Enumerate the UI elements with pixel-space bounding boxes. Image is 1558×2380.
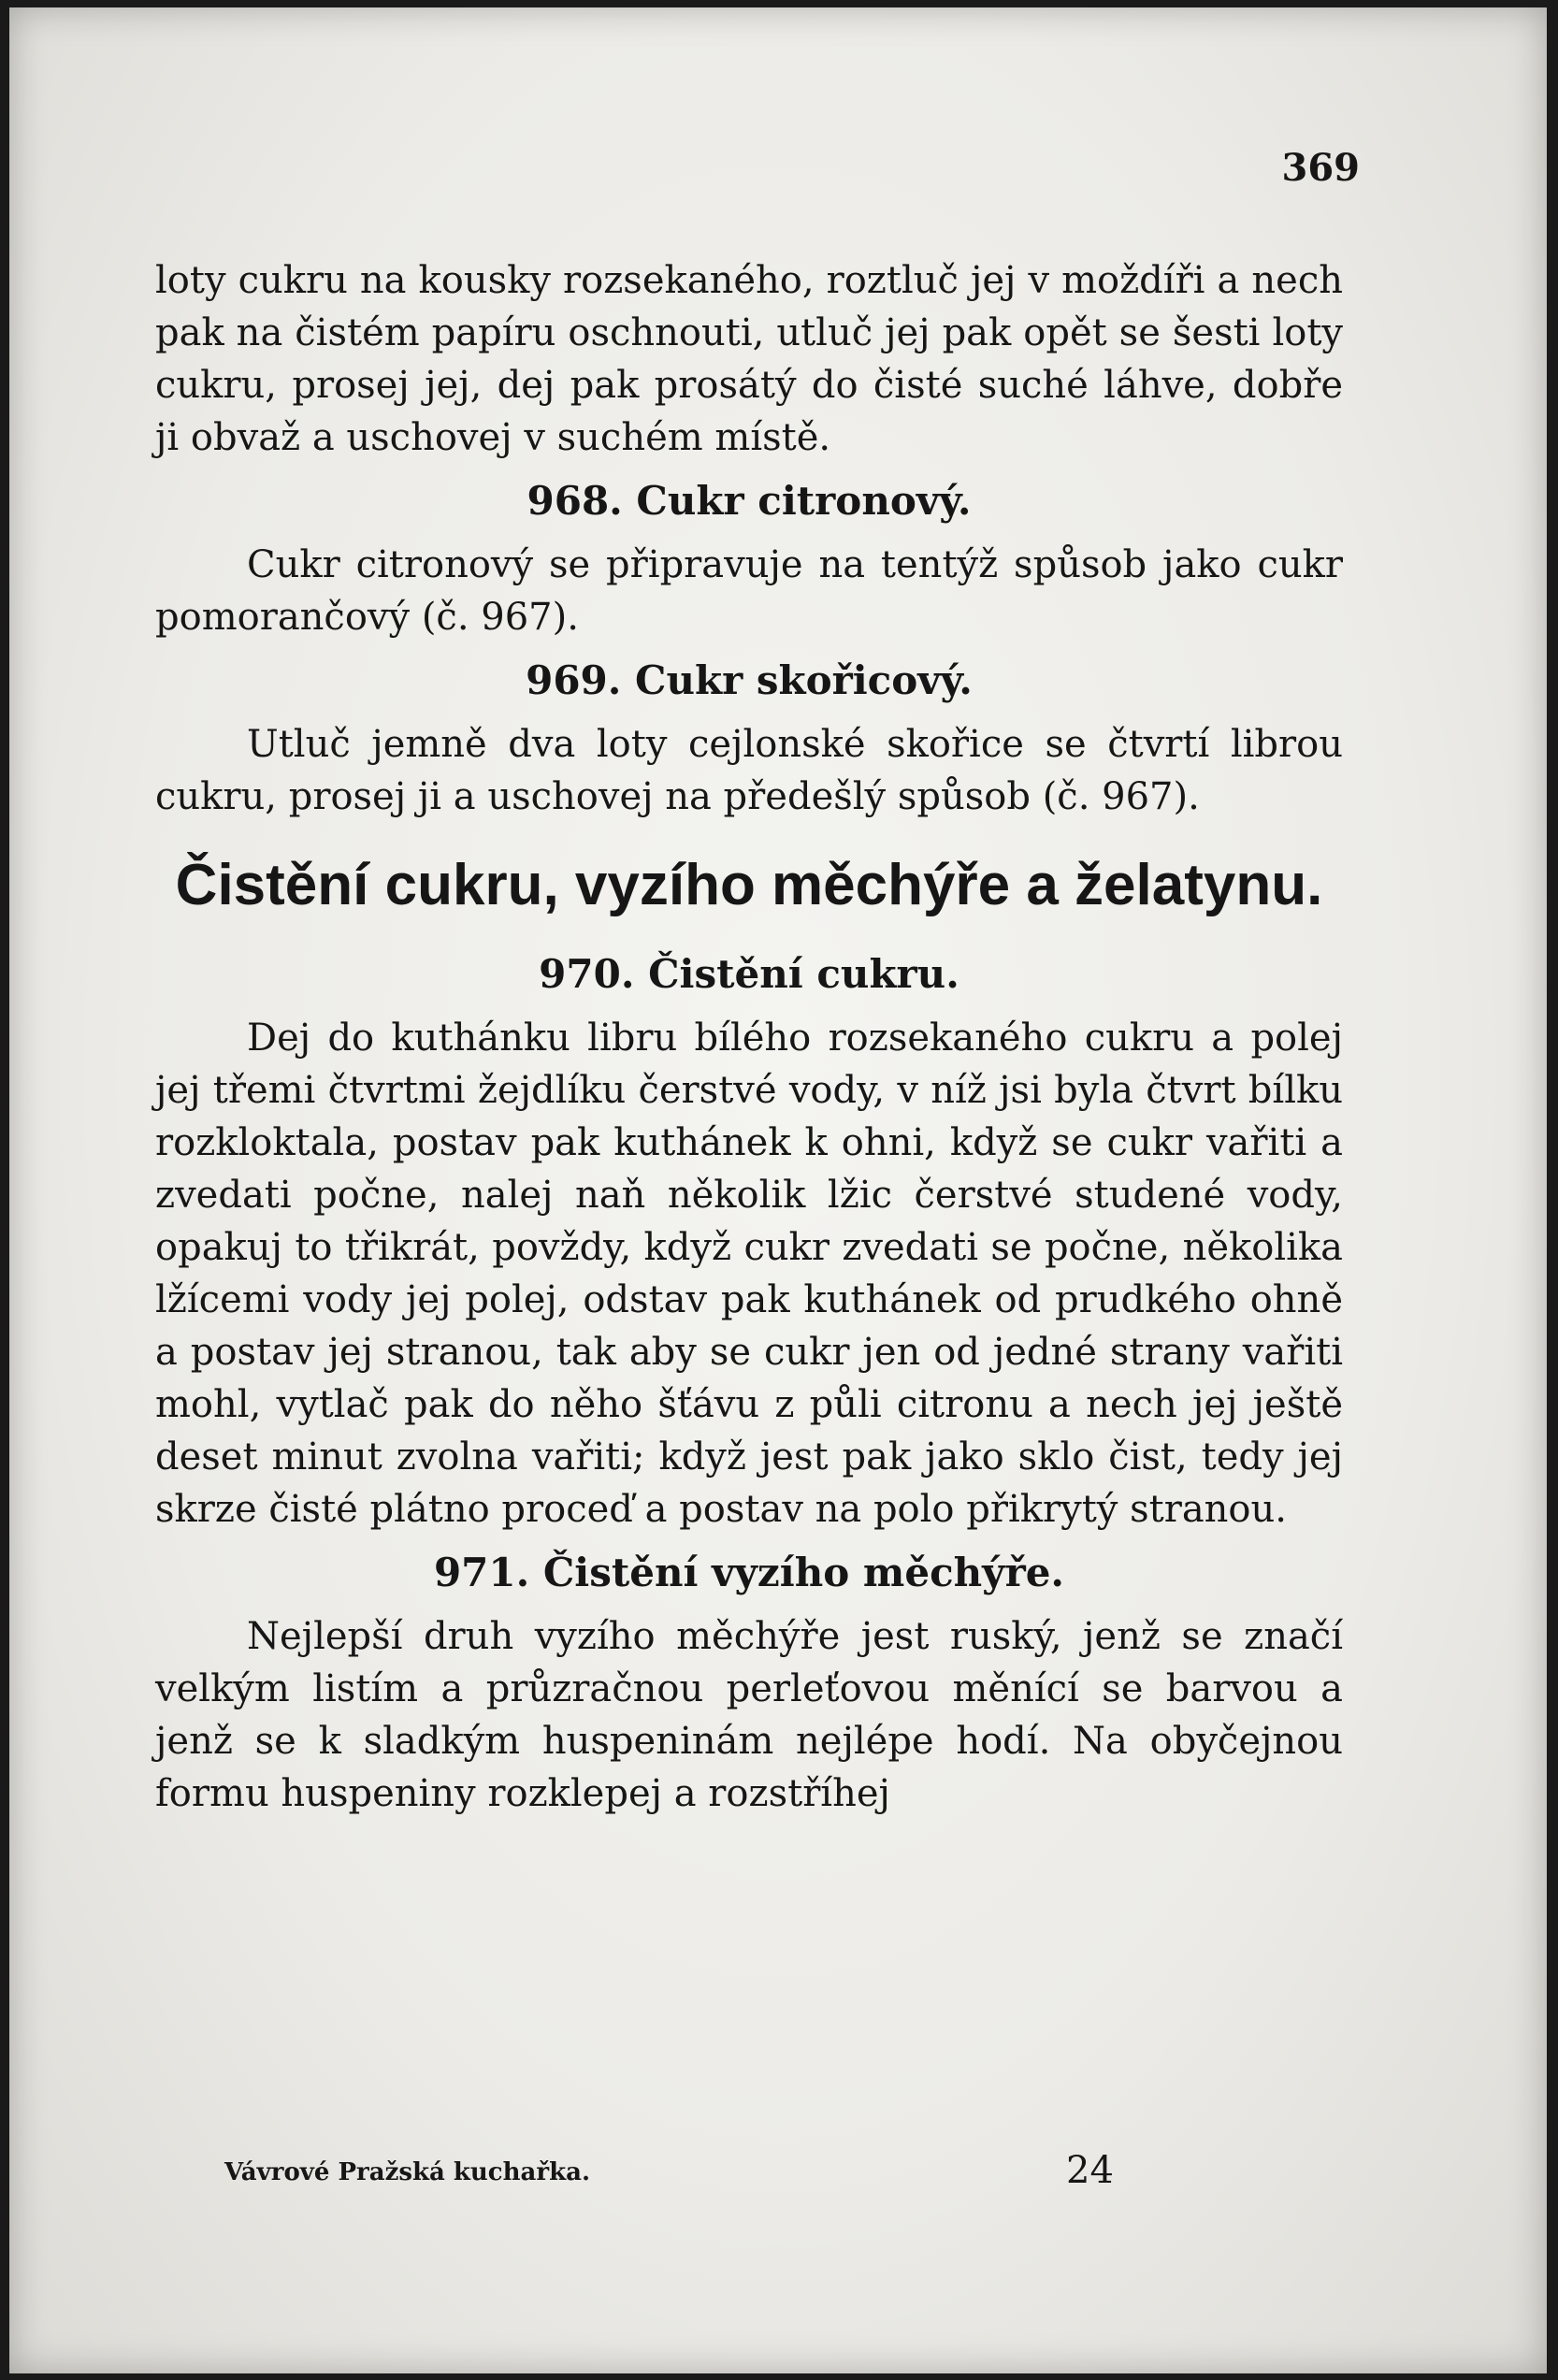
page-number: 369 <box>1281 146 1360 190</box>
recipe-text-970: Dej do kuthánku libru bílého rozsekaného cukru a polej jej třemi čtvrtmi žejdlíku čerstvé vody, v níž jsi byla čtvrt bílku rozkloktala, postav pak kuthánek k ohni, když se cukr vařiti a zvedati počne, nalej naň několik lžic čerstvé studené vody, opakuj to třikrát, povždy, když cukr zvedati se počne, několika lžícemi vody jej polej, odstav pak kuthánek od prudkého ohně a postav jej stranou, tak aby se cukr jen od jedné strany vařiti mohl, vytlač pak do něho šťávu z půli citronu a nech jej ještě deset minut zvolna vařiti; když jest pak jako sklo čist, tedy jej skrze čisté plátno proceď a postav na polo přikrytý stranou. <box>155 1017 1343 1531</box>
recipe-text-971: Nejlepší druh vyzího měchýře jest ruský, jenž se značí velkým listím a průzračnou perleťovou měnící se barvou a jenž se k sladkým huspeninám nejlépe hodí. Na obyčejnou formu huspeniny rozklepej a rozstříhej <box>155 1615 1343 1815</box>
recipe-text-969: Utluč jemně dva loty cejlonské skořice se čtvrtí librou cukru, prosej ji a uschovej na předešlý spůsob (č. 967). <box>155 723 1343 818</box>
recipe-heading-969: 969. Cukr skořicový. <box>526 657 973 703</box>
sheet-number: 24 <box>1066 2149 1114 2192</box>
page-body <box>155 254 1343 1820</box>
page-footer <box>224 2149 1160 2196</box>
printer-signature: Vávrové Pražská kuchařka. <box>224 2158 591 2186</box>
recipe-heading-968: 968. Cukr citronový. <box>527 478 972 524</box>
section-title: Čistění cukru, vyzího měchýře a želatynu. <box>175 853 1323 917</box>
recipe-heading-971: 971. Čistění vyzího měchýře. <box>433 1550 1065 1595</box>
paragraph-continuation: loty cukru na kousky rozsekaného, roztluč jej v moždíři a nech pak na čistém papíru oschnouti, utluč jej pak opět se šesti loty cukru, prosej jej, dej pak prosátý do čisté suché láhve, dobře ji obvaž a uschovej v suchém místě. <box>155 259 1343 459</box>
book-page <box>9 7 1547 2373</box>
recipe-text-968: Cukr citronový se připravuje na tentýž spůsob jako cukr pomorančový (č. 967). <box>155 543 1343 639</box>
recipe-heading-970: 970. Čistění cukru. <box>539 951 959 997</box>
